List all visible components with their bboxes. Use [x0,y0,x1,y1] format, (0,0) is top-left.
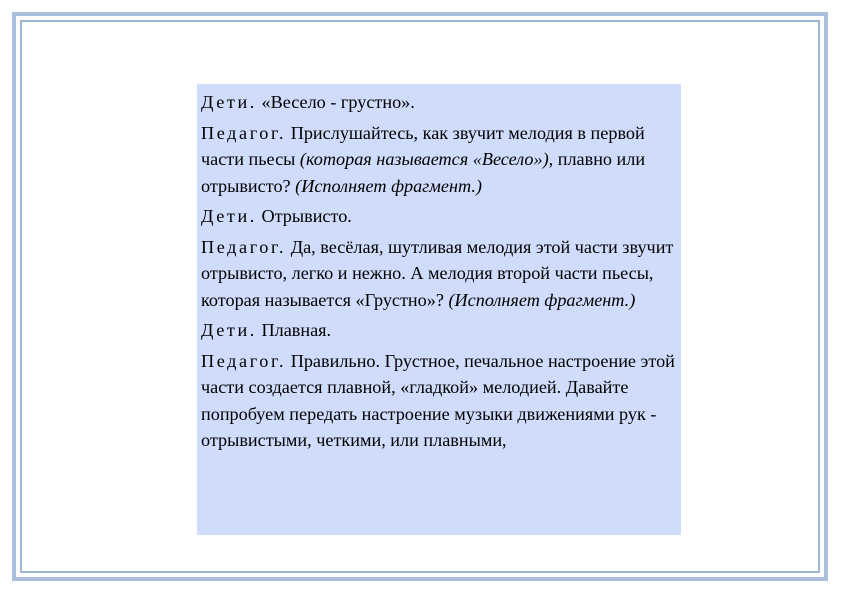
stage-direction: (Исполняет фрагмент.) [295,175,482,196]
dialogue-paragraph [201,120,677,200]
dialogue-paragraph [201,317,677,344]
dialogue-paragraph [201,89,677,116]
speaker-label: Дети. [201,92,257,112]
dialogue-text: Прислушайтесь, как звучит мелодия в первой части пьесы [201,122,645,169]
dialogue-paragraph [201,234,677,314]
stage-direction: (которая называется «Весело») [299,149,549,169]
dialogue-text: Правильно. Грустное, печальное настроение этой части создается плавной, «гладкой» мелодией. Давайте попробуем передать настроение музыки движениями рук - отрывистыми, четкими, или плавными, [201,350,675,450]
speaker-label: Педагог. [201,122,287,143]
dialogue-text-box [197,84,681,535]
dialogue-text: , плавно или отрывисто? [201,149,646,196]
speaker-label: Педагог. [201,236,287,257]
dialogue-paragraph [201,203,677,230]
dialogue-text: Да, весёлая, шутливая мелодия этой части звучит отрывисто, легко и нежно. А мелодия второй части пьесы, которая называется «Грустно»? [201,236,674,310]
dialogue-text: Отрывисто. [256,206,352,226]
speaker-label: Дети. [201,206,257,226]
dialogue-text: «Весело - грустно». [256,92,415,112]
stage-direction: (Исполняет фрагмент.) [448,289,636,310]
dialogue-paragraph [201,348,677,454]
dialogue-text: Плавная. [256,320,332,340]
speaker-label: Педагог. [201,350,287,371]
speaker-label: Дети. [201,320,257,340]
